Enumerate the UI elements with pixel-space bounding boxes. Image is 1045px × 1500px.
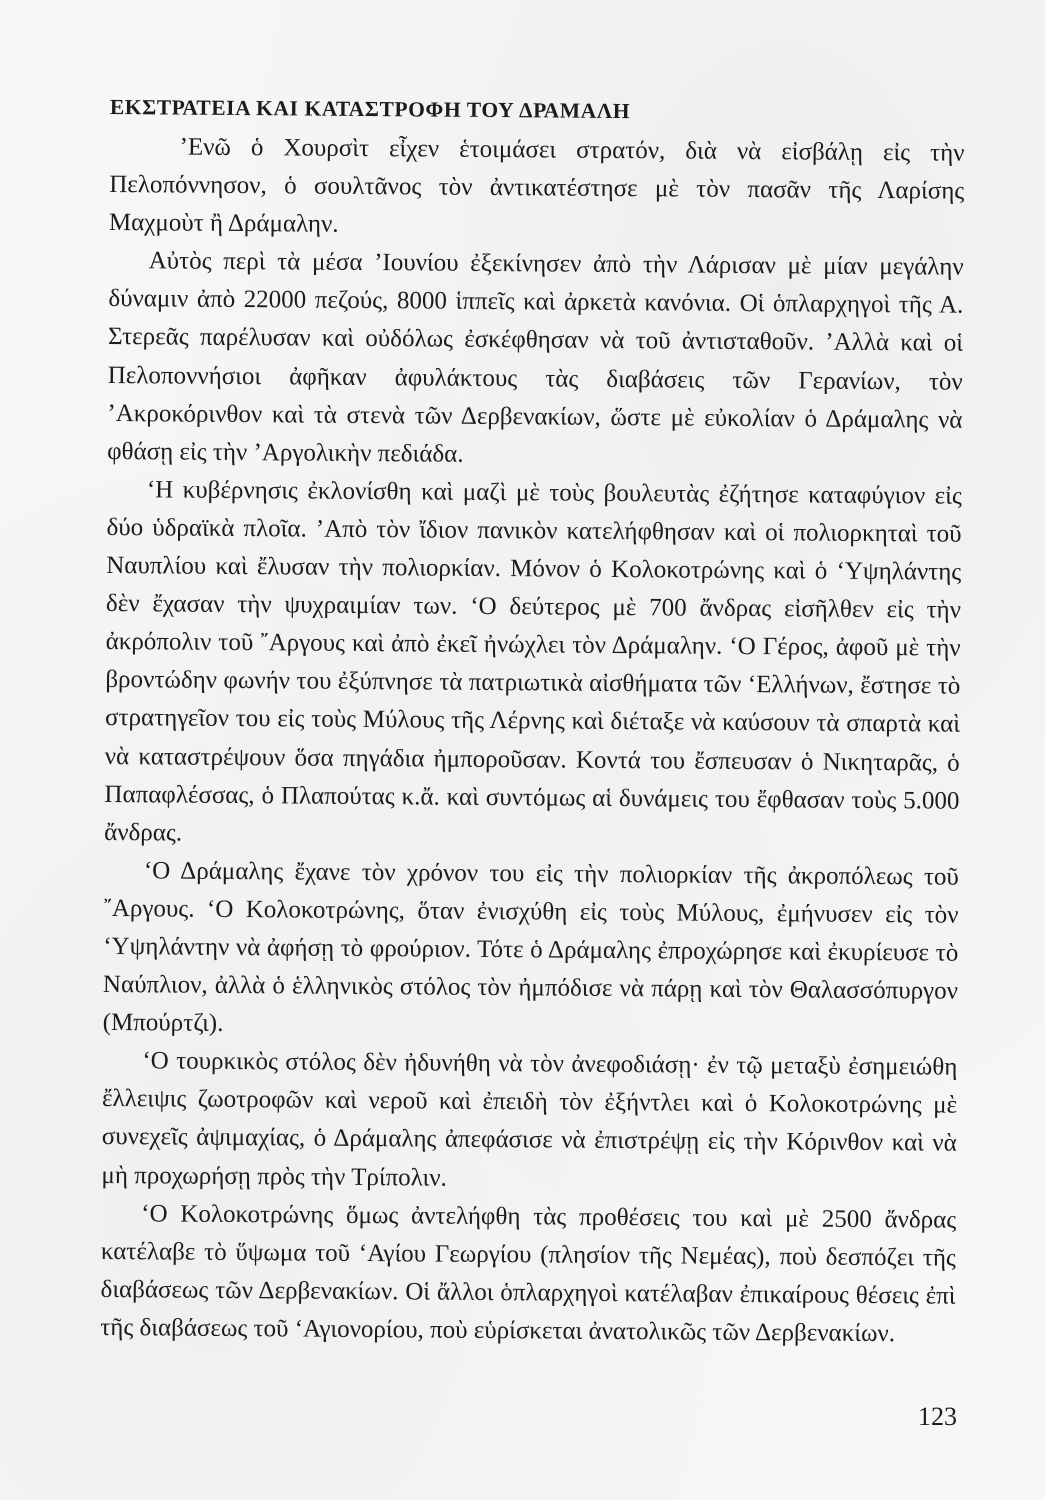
paragraph: ‘Ο τουρκικὸς στόλος δὲν ἠδυνήθη νὰ τὸν ἀνεφοδιάσῃ· ἐν τῷ μεταξὺ ἐσημειώθη ἔλλειψις ζωοτροφῶν καὶ νεροῦ καὶ ἐπειδὴ τὸν ἐξήντλει καὶ ὁ Κολοκοτρώνης μὲ συνεχεῖς ἀψιμαχίας, ὁ Δράμαλης ἀπεφάσισε νὰ ἐπιστρέψῃ εἰς τὴν Κόρινθον καὶ νὰ μὴ προχωρήσῃ πρὸς τὴν Τρίπολιν.: [101, 1047, 958, 1192]
paragraph: ‘Ο Δράμαλης ἔχανε τὸν χρόνον του εἰς τὴν πολιορκίαν τῆς ἀκροπόλεως τοῦ ῎Αργους. ‘Ο Κολοκοτρώνης, ὅταν ἐνισχύθη εἰς τοὺς Μύλους, ἐμήνυσεν εἰς τὸν ‘Υψηλάντην νὰ ἀφήσῃ τὸ φρούριον. Τότε ὁ Δράμαλης ἐπροχώρησε καὶ ἐκυρίευσε τὸ Ναύπλιον, ἀλλὰ ὁ ἑλληνικὸς στόλος τὸν ἠμπόδισε νὰ πάρῃ καὶ τὸν Θαλασσόπυργον (Μπούρτζι).: [102, 857, 959, 1038]
paragraph: ’Ενῶ ὁ Χουρσὶτ εἶχεν ἑτοιμάσει στρατόν, διὰ νὰ εἰσβάλῃ εἰς τὴν Πελοπόννησον, ὁ σουλτᾶνος τὸν ἀντικατέστησε μὲ τὸν πασᾶν τῆς Λαρίσης Μαχμοὺτ ἢ Δράμαλην.: [108, 133, 965, 238]
chapter-heading: ΕΚΣΤΡΑΤΕΙΑ ΚΑΙ ΚΑΤΑΣΤΡΟΦΗ ΤΟΥ ΔΡΑΜΑΛΗ: [109, 94, 631, 124]
page-number: 123: [918, 1402, 957, 1431]
text-block: [100, 92, 965, 1354]
paragraph: ‘Ο Κολοκοτρώνης ὅμως ἀντελήφθη τὰς προθέσεις του καὶ μὲ 2500 ἄνδρας κατέλαβε τὸ ὕψωμα τοῦ ‘Αγίου Γεωργίου (πλησίον τῆς Νεμέας), ποὺ δεσπόζει τῆς διαβάσεως τῶν Δερβενακίων. Οἱ ἄλλοι ὁπλαρχηγοὶ κατέλαβαν ἐπικαίρους θέσεις ἐπὶ τῆς διαβάσεως τοῦ ‘Αγιονορίου, ποὺ εὑρίσκεται ἀνατολικῶς τῶν Δερβενακίων.: [100, 1199, 957, 1348]
paragraph: ‘Η κυβέρνησις ἐκλονίσθη καὶ μαζὶ μὲ τοὺς βουλευτὰς ἐζήτησε καταφύγιον εἰς δύο ὑδραϊκὰ πλοῖα. ’Απὸ τὸν ἴδιον πανικὸν κατελήφθησαν καὶ οἱ πολιορκηταὶ τοῦ Ναυπλίου καὶ ἔλυσαν τὴν πολιορκίαν. Μόνον ὁ Κολοκοτρώνης καὶ ὁ ‘Υψηλάντης δὲν ἔχασαν τὴν ψυχραιμίαν των. ‘Ο δεύτερος μὲ 700 ἄνδρας εἰσῆλθεν εἰς τὴν ἀκρόπολιν τοῦ ῎Αργους καὶ ἀπὸ ἐκεῖ ἠνώχλει τὸν Δράμαλην. ‘Ο Γέρος, ἀφοῦ μὲ τὴν βροντώδην φωνήν του ἐξύπνησε τὰ πατριωτικὰ αἰσθήματα τῶν ‘Ελλήνων, ἔστησε τὸ στρατηγεῖον του εἰς τοὺς Μύλους τῆς Λέρνης καὶ διέταξε νὰ καύσουν τὰ σπαρτὰ καὶ νὰ καταστρέψουν ὅσα πηγάδια ἠμποροῦσαν. Κοντά του ἔσπευσαν ὁ Νικηταρᾶς, ὁ Παπαφλέσσας, ὁ Πλαπούτας κ.ἄ. καὶ συντόμως αἱ δυνάμεις του ἔφθασαν τοὺς 5.000 ἄνδρας.: [104, 476, 962, 847]
paragraph: Αὐτὸς περὶ τὰ μέσα ’Ιουνίου ἐξεκίνησεν ἀπὸ τὴν Λάρισαν μὲ μίαν μεγάλην δύναμιν ἀπὸ 22000 πεζούς, 8000 ἱππεῖς καὶ ἀρκετὰ κανόνια. Οἱ ὁπλαρχηγοὶ τῆς Α. Στερεᾶς παρέλυσαν καὶ οὐδόλως ἐσκέφθησαν νὰ τοῦ ἀντισταθοῦν. ’Αλλὰ καὶ οἱ Πελοποννήσιοι ἀφῆκαν ἀφυλάκτους τὰς διαβάσεις τῶν Γερανίων, τὸν ’Ακροκόρινθον καὶ τὰ στενὰ τῶν Δερβενακίων, ὥστε μὲ εὐκολίαν ὁ Δράμαλης νὰ φθάσῃ εἰς τὴν ’Αργολικὴν πεδιάδα.: [107, 247, 964, 468]
